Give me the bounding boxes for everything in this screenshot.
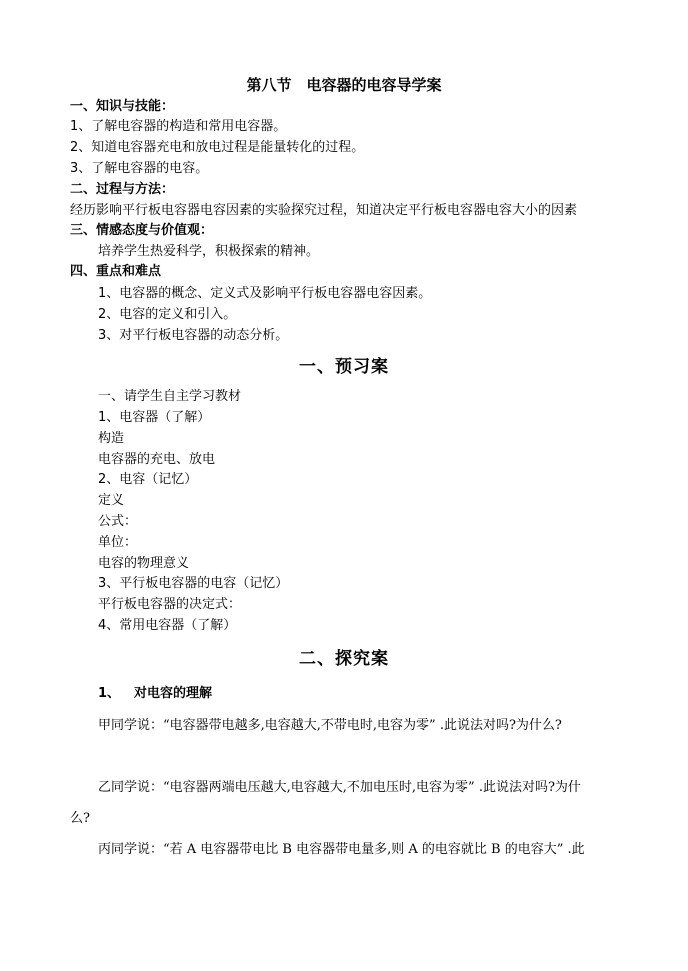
question-bing: 丙同学说：“若 A 电容器带电比 B 电容器带电量多,则 A 的电容就比 B 的电容大” .此 (98, 842, 585, 857)
preview-line: 1、电容器（了解） (98, 410, 211, 425)
process-text: 经历影响平行板电容器电容因素的实验探究过程，知道决定平行板电容器电容大小的因素 (70, 203, 578, 218)
section-heading-attitude: 三、情感态度与价值观： (70, 223, 214, 238)
preview-heading: 一、预习案 (299, 357, 389, 377)
keypoint-item-2: 2、电容的定义和引入。 (98, 307, 237, 322)
knowledge-item-3: 3、了解电容器的电容。 (70, 161, 209, 176)
explore-subheading-number: 1、 (98, 686, 121, 701)
knowledge-item-2: 2、知道电容器充电和放电过程是能量转化的过程。 (70, 140, 365, 155)
knowledge-item-1: 1、了解电容器的构造和常用电容器。 (70, 119, 287, 134)
preview-line: 3、平行板电容器的电容（记忆） (98, 576, 289, 591)
preview-line: 一、请学生自主学习教材 (98, 389, 242, 404)
preview-line: 2、电容（记忆） (98, 472, 198, 487)
section-heading-keypoints: 四、重点和难点 (70, 264, 162, 279)
preview-line: 4、常用电容器（了解） (98, 618, 237, 633)
section-heading-process: 二、过程与方法： (70, 182, 175, 197)
explore-subheading-title: 对电容的理解 (134, 686, 213, 701)
section-heading-knowledge: 一、知识与技能： (70, 99, 175, 114)
preview-line: 单位： (98, 535, 138, 550)
preview-line: 定义 (98, 493, 125, 508)
preview-line: 构造 (98, 431, 125, 446)
attitude-text: 培养学生热爱科学，积极探索的精神。 (98, 244, 320, 259)
preview-line: 电容的物理意义 (98, 556, 190, 571)
explore-heading: 二、探究案 (299, 649, 389, 669)
question-yi-line-1: 乙同学说：“电容器两端电压越大,电容越大,不加电压时,电容为零” .此说法对吗?为什 (98, 780, 581, 795)
explore-subheading (98, 685, 212, 703)
preview-line: 电容器的充电、放电 (98, 452, 216, 467)
keypoint-item-3: 3、对平行板电容器的动态分析。 (98, 328, 289, 343)
preview-line: 公式： (98, 514, 138, 529)
keypoint-item-1: 1、电容器的概念、定义式及影响平行板电容器电容因素。 (98, 286, 432, 301)
question-yi-line-2: 么? (70, 811, 90, 826)
question-jia: 甲同学说：“电容器带电越多,电容越大,不带电时,电容为零” .此说法对吗?为什么? (98, 718, 562, 733)
document-title: 第八节 电容器的电容导学案 (246, 76, 442, 94)
preview-line: 平行板电容器的决定式： (98, 597, 242, 612)
